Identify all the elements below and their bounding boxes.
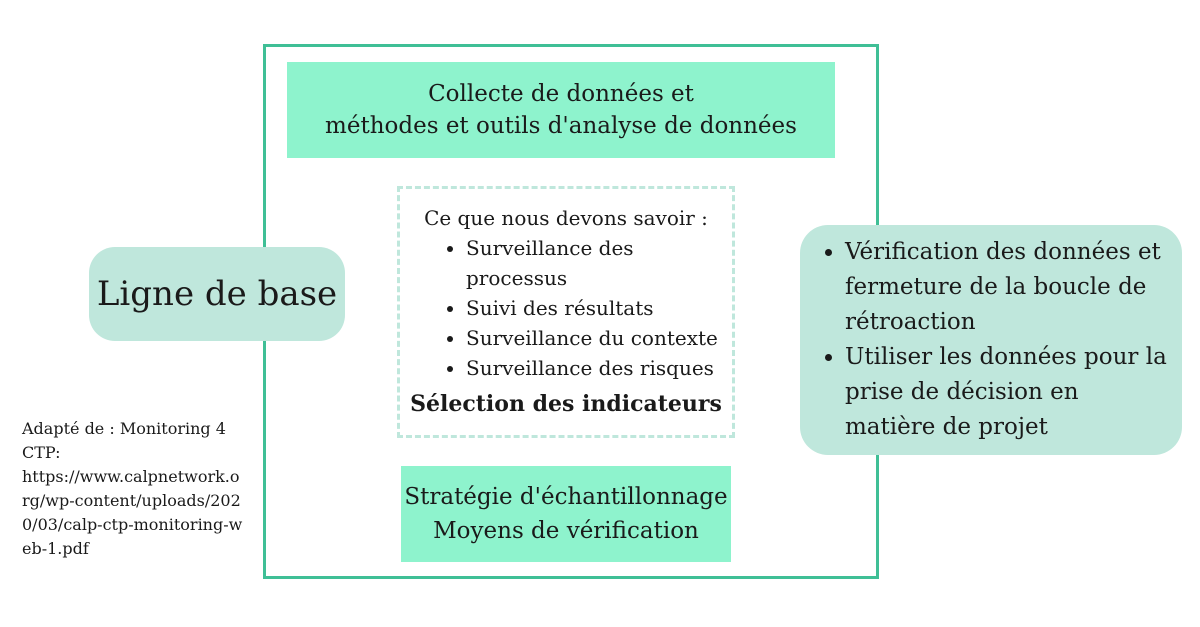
source-line-1: Adapté de : Monitoring 4 xyxy=(22,419,226,438)
source-note xyxy=(22,417,247,561)
knowledge-needs-box xyxy=(397,186,735,438)
source-url: https://www.calpnetwork.org/wp-content/uploads/2020/03/calp-ctp-monitoring-web-1.pdf xyxy=(22,467,243,558)
knowledge-needs-heading: Ce que nous devons savoir : xyxy=(424,206,708,230)
source-line-2: CTP: xyxy=(22,443,61,462)
baseline-label: Ligne de base xyxy=(96,274,338,314)
verification-list xyxy=(800,235,1172,445)
data-collection-box xyxy=(287,62,835,158)
list-item: • Surveillance des processus xyxy=(466,233,722,293)
list-item: • Suivi des résultats xyxy=(466,293,722,323)
list-item: • Surveillance des risques xyxy=(466,353,722,383)
sampling-strategy-line-2: Moyens de vérification xyxy=(433,518,699,544)
list-item: • Utiliser les données pour la prise de décision en matière de projet xyxy=(845,340,1172,445)
data-collection-line-1: Collecte de données et xyxy=(428,81,694,107)
list-item: • Vérification des données et fermeture de la boucle de rétroaction xyxy=(845,235,1172,340)
data-collection-line-2: méthodes et outils d'analyse de données xyxy=(325,113,797,139)
indicator-selection-label: Sélection des indicateurs xyxy=(410,391,722,417)
sampling-strategy-line-1: Stratégie d'échantillonnage xyxy=(404,484,728,510)
verification-box xyxy=(800,225,1182,455)
sampling-strategy-box xyxy=(401,466,731,562)
baseline-box xyxy=(89,247,345,341)
knowledge-needs-list xyxy=(418,233,722,383)
list-item: • Surveillance du contexte xyxy=(466,323,722,353)
